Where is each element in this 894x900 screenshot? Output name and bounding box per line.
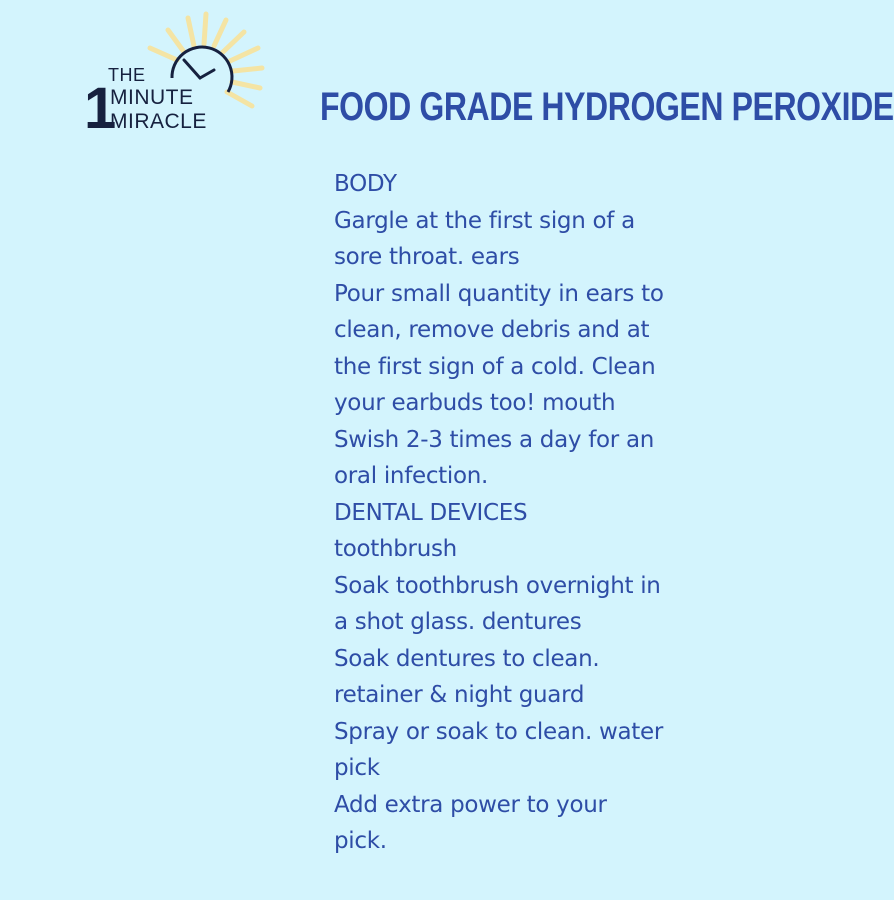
usage-instructions <box>334 166 754 860</box>
text-line: your earbuds too! mouth <box>334 390 616 416</box>
text-line: sore throat. ears <box>334 244 520 270</box>
section-heading-body: BODY <box>334 171 397 197</box>
text-line: pick <box>334 755 380 781</box>
brand-logo <box>80 8 270 141</box>
text-line: Gargle at the first sign of a <box>334 207 635 234</box>
logo-word-minute: MINUTE <box>110 86 194 109</box>
text-line: Add extra power to your <box>334 791 607 818</box>
text-line: a shot glass. dentures <box>334 609 582 635</box>
text-line: Swish 2-3 times a day for an <box>334 426 655 453</box>
text-line: Soak dentures to clean. <box>334 645 600 672</box>
text-line: retainer & night guard <box>334 682 585 708</box>
text-line: clean, remove debris and at <box>334 317 650 343</box>
logo-word-the: THE <box>108 65 146 85</box>
text-line: oral infection. <box>334 463 489 489</box>
text-line: Spray or soak to clean. water <box>334 718 664 745</box>
text-line: the first sign of a cold. Clean <box>334 353 656 380</box>
text-line: toothbrush <box>334 536 457 562</box>
section-heading-dental-devices: DENTAL DEVICES <box>334 499 528 526</box>
text-line: Soak toothbrush overnight in <box>334 572 661 599</box>
logo-word-miracle: MIRACLE <box>110 110 207 133</box>
text-line: pick. <box>334 828 387 854</box>
logo-number-one: 1 <box>84 76 115 141</box>
text-line: Pour small quantity in ears to <box>334 280 664 307</box>
page-title: FOOD GRADE HYDROGEN PEROXIDE <box>320 85 894 129</box>
